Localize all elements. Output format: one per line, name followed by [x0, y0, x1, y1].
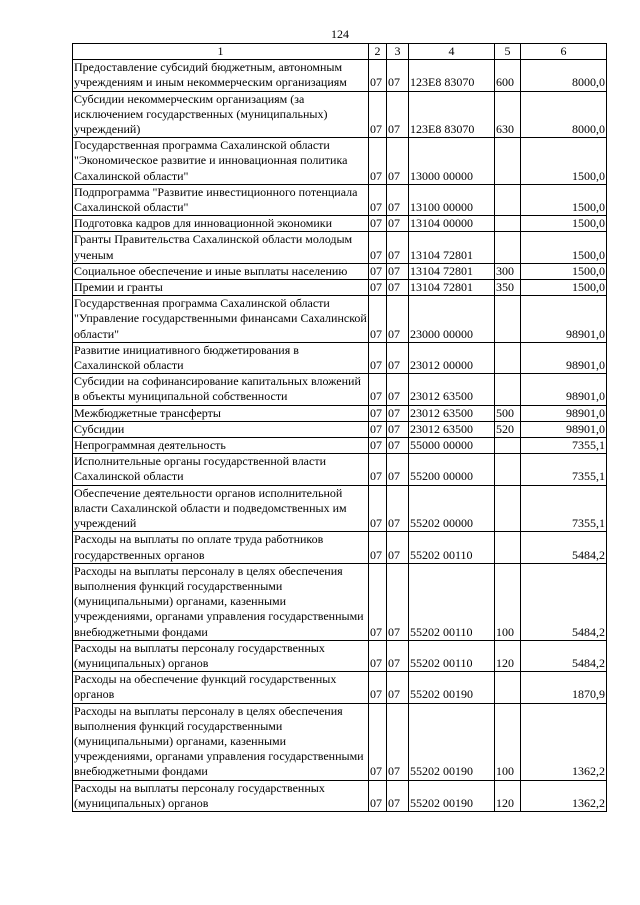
section-code-cell: 07	[369, 485, 387, 532]
table-row	[73, 374, 607, 405]
page-number: 124	[331, 27, 349, 41]
amount-cell: 5484,2	[521, 532, 607, 563]
row-name-cell: Расходы на обеспечение функций государственных органов	[73, 672, 369, 703]
target-article-cell: 13104 72801	[409, 232, 495, 263]
table-row	[73, 184, 607, 215]
table-row	[73, 60, 607, 91]
section-code-cell: 07	[369, 342, 387, 373]
expense-type-cell	[495, 532, 521, 563]
section-code-cell: 07	[369, 454, 387, 485]
subsection-code-cell: 07	[387, 60, 409, 91]
subsection-code-cell: 07	[387, 296, 409, 343]
amount-cell: 98901,0	[521, 374, 607, 405]
table-row	[73, 532, 607, 563]
row-name-cell: Подпрограмма "Развитие инвестиционного потенциала Сахалинской области"	[73, 184, 369, 215]
subsection-code-cell: 07	[387, 342, 409, 373]
table-row	[73, 438, 607, 454]
target-article-cell: 23012 63500	[409, 405, 495, 421]
row-name-cell: Субсидии на софинансирование капитальных вложений в объекты муниципальной собственности	[73, 374, 369, 405]
subsection-code-cell: 07	[387, 563, 409, 640]
section-code-cell: 07	[369, 421, 387, 437]
subsection-code-cell: 07	[387, 216, 409, 232]
expense-type-cell: 630	[495, 91, 521, 138]
header-row	[73, 44, 607, 60]
amount-cell: 5484,2	[521, 640, 607, 671]
expense-type-cell: 500	[495, 405, 521, 421]
amount-cell: 7355,1	[521, 454, 607, 485]
target-article-cell: 55202 00190	[409, 703, 495, 780]
section-code-cell: 07	[369, 263, 387, 279]
column-header: 3	[387, 44, 409, 60]
expense-type-cell	[495, 485, 521, 532]
target-article-cell: 123E8 83070	[409, 91, 495, 138]
row-name-cell: Расходы на выплаты персоналу в целях обеспечения выполнения функций государственными (муниципальными) органами, казенными учреждениями, органами управления государственными внебюджетными фондами	[73, 703, 369, 780]
target-article-cell: 23012 00000	[409, 342, 495, 373]
column-header: 1	[73, 44, 369, 60]
expense-type-cell: 100	[495, 563, 521, 640]
table-row	[73, 454, 607, 485]
expense-type-cell	[495, 296, 521, 343]
section-code-cell: 07	[369, 532, 387, 563]
section-code-cell: 07	[369, 563, 387, 640]
subsection-code-cell: 07	[387, 184, 409, 215]
table-row	[73, 485, 607, 532]
target-article-cell: 55202 00190	[409, 780, 495, 811]
expense-type-cell: 300	[495, 263, 521, 279]
target-article-cell: 13100 00000	[409, 184, 495, 215]
table-row	[73, 263, 607, 279]
row-name-cell: Расходы на выплаты персоналу государственных (муниципальных) органов	[73, 640, 369, 671]
expense-type-cell	[495, 454, 521, 485]
table-row	[73, 138, 607, 185]
section-code-cell: 07	[369, 374, 387, 405]
budget-table	[72, 43, 607, 812]
amount-cell: 7355,1	[521, 485, 607, 532]
amount-cell: 1362,2	[521, 703, 607, 780]
section-code-cell: 07	[369, 280, 387, 296]
target-article-cell: 13104 72801	[409, 263, 495, 279]
subsection-code-cell: 07	[387, 672, 409, 703]
section-code-cell: 07	[369, 216, 387, 232]
subsection-code-cell: 07	[387, 138, 409, 185]
column-header: 4	[409, 44, 495, 60]
expense-type-cell	[495, 374, 521, 405]
section-code-cell: 07	[369, 138, 387, 185]
row-name-cell: Расходы на выплаты персоналу в целях обеспечения выполнения функций государственными (муниципальными) органами, казенными учреждениями, органами управления государственными внебюджетными фондами	[73, 563, 369, 640]
section-code-cell: 07	[369, 405, 387, 421]
subsection-code-cell: 07	[387, 532, 409, 563]
section-code-cell: 07	[369, 232, 387, 263]
expense-type-cell: 600	[495, 60, 521, 91]
column-header: 2	[369, 44, 387, 60]
table-row	[73, 672, 607, 703]
row-name-cell: Государственная программа Сахалинской области "Управление государственными финансами Сахалинской области"	[74, 296, 367, 341]
target-article-cell: 55202 00000	[409, 485, 495, 532]
amount-cell: 98901,0	[521, 296, 607, 343]
expense-type-cell: 120	[495, 640, 521, 671]
target-article-cell: 13104 72801	[409, 280, 495, 296]
subsection-code-cell: 07	[387, 485, 409, 532]
section-code-cell: 07	[369, 672, 387, 703]
subsection-code-cell: 07	[387, 374, 409, 405]
section-code-cell: 07	[369, 780, 387, 811]
table-row	[73, 563, 607, 640]
table-row	[73, 280, 607, 296]
target-article-cell: 13000 00000	[409, 138, 495, 185]
amount-cell: 1500,0	[521, 232, 607, 263]
expense-type-cell	[495, 232, 521, 263]
table-row	[73, 703, 607, 780]
row-name-cell: Развитие инициативного бюджетирования в Сахалинской области	[73, 342, 369, 373]
amount-cell: 98901,0	[521, 405, 607, 421]
subsection-code-cell: 07	[387, 232, 409, 263]
amount-cell: 8000,0	[521, 60, 607, 91]
row-name-cell: Расходы на выплаты персоналу государственных (муниципальных) органов	[73, 780, 369, 811]
table-row	[73, 780, 607, 811]
amount-cell: 1500,0	[521, 216, 607, 232]
expense-type-cell: 350	[495, 280, 521, 296]
amount-cell: 1500,0	[521, 138, 607, 185]
row-name-cell: Межбюджетные трансферты	[73, 405, 369, 421]
amount-cell: 1500,0	[521, 184, 607, 215]
row-name-cell: Субсидии	[73, 421, 369, 437]
section-code-cell: 07	[369, 703, 387, 780]
row-name-cell: Социальное обеспечение и иные выплаты населению	[73, 263, 369, 279]
amount-cell: 1362,2	[521, 780, 607, 811]
target-article-cell: 55200 00000	[409, 454, 495, 485]
target-article-cell: 55202 00190	[409, 672, 495, 703]
expense-type-cell	[495, 138, 521, 185]
target-article-cell: 13104 00000	[409, 216, 495, 232]
subsection-code-cell: 07	[387, 280, 409, 296]
amount-cell: 1500,0	[521, 263, 607, 279]
row-name-cell: Непрограммная деятельность	[73, 438, 369, 454]
target-article-cell: 23000 00000	[409, 296, 495, 343]
target-article-cell: 55000 00000	[409, 438, 495, 454]
amount-cell: 5484,2	[521, 563, 607, 640]
row-name-cell: Исполнительные органы государственной власти Сахалинской области	[73, 454, 369, 485]
row-name-cell: Подготовка кадров для инновационной экономики	[73, 216, 369, 232]
column-header: 6	[521, 44, 607, 60]
subsection-code-cell: 07	[387, 263, 409, 279]
expense-type-cell	[495, 438, 521, 454]
expense-type-cell	[495, 342, 521, 373]
expense-type-cell: 120	[495, 780, 521, 811]
row-name-cell: Гранты Правительства Сахалинской области молодым ученым	[73, 232, 369, 263]
target-article-cell: 55202 00110	[409, 532, 495, 563]
row-name-cell: Предоставление субсидий бюджетным, автономным учреждениям и иным некоммерческим организациям	[73, 60, 369, 91]
target-article-cell: 23012 63500	[409, 421, 495, 437]
section-code-cell: 07	[369, 91, 387, 138]
table-row	[73, 405, 607, 421]
target-article-cell: 55202 00110	[409, 563, 495, 640]
row-name-cell: Субсидии некоммерческим организациям (за исключением государственных (муниципальных) учреждений)	[73, 91, 369, 138]
section-code-cell: 07	[369, 184, 387, 215]
table-row	[73, 342, 607, 373]
section-code-cell: 07	[369, 60, 387, 91]
table-row	[73, 640, 607, 671]
target-article-cell: 123E8 83070	[409, 60, 495, 91]
row-name-cell: Премии и гранты	[73, 280, 369, 296]
target-article-cell: 23012 63500	[409, 374, 495, 405]
amount-cell: 8000,0	[521, 91, 607, 138]
subsection-code-cell: 07	[387, 405, 409, 421]
table-row	[73, 296, 607, 343]
expense-type-cell: 100	[495, 703, 521, 780]
amount-cell: 7355,1	[521, 438, 607, 454]
table-row	[73, 216, 607, 232]
table-row	[73, 232, 607, 263]
subsection-code-cell: 07	[387, 438, 409, 454]
row-name-cell: Обеспечение деятельности органов исполнительной власти Сахалинской области и подведомственных им учреждений	[73, 485, 369, 532]
table-row	[73, 421, 607, 437]
row-name-cell: Государственная программа Сахалинской области "Экономическое развитие и инновационная политика Сахалинской области"	[73, 138, 369, 185]
section-code-cell: 07	[369, 438, 387, 454]
subsection-code-cell: 07	[387, 421, 409, 437]
subsection-code-cell: 07	[387, 780, 409, 811]
amount-cell: 1870,9	[521, 672, 607, 703]
column-header: 5	[495, 44, 521, 60]
table-row	[73, 91, 607, 138]
expense-type-cell	[495, 672, 521, 703]
section-code-cell: 07	[369, 296, 387, 343]
section-code-cell: 07	[369, 640, 387, 671]
expense-type-cell	[495, 184, 521, 215]
expense-type-cell: 520	[495, 421, 521, 437]
amount-cell: 1500,0	[521, 280, 607, 296]
subsection-code-cell: 07	[387, 703, 409, 780]
row-name-cell: Расходы на выплаты по оплате труда работников государственных органов	[73, 532, 369, 563]
subsection-code-cell: 07	[387, 454, 409, 485]
subsection-code-cell: 07	[387, 640, 409, 671]
expense-type-cell	[495, 216, 521, 232]
subsection-code-cell: 07	[387, 91, 409, 138]
amount-cell: 98901,0	[521, 421, 607, 437]
amount-cell: 98901,0	[521, 342, 607, 373]
target-article-cell: 55202 00110	[409, 640, 495, 671]
table-body	[73, 60, 607, 812]
